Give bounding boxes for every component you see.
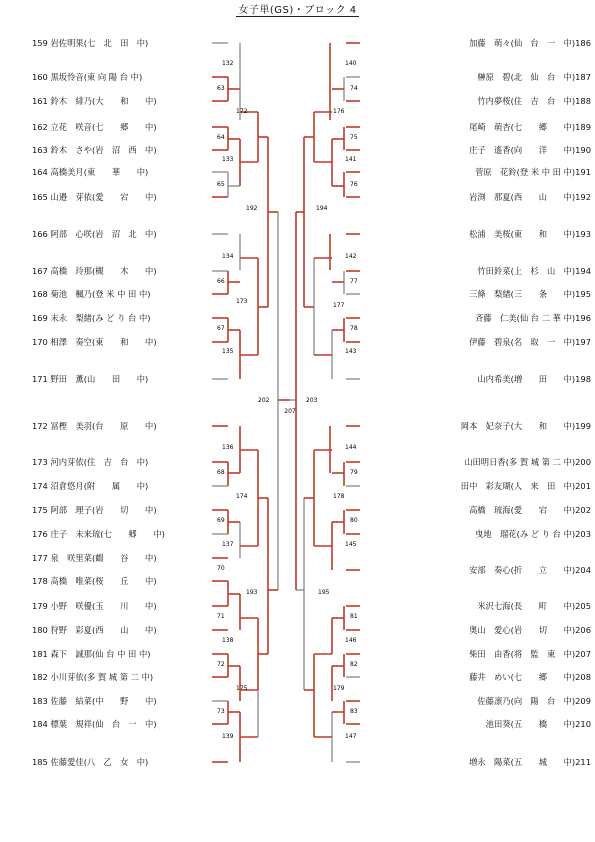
player-name: 安部 奏心 xyxy=(469,565,511,575)
left-player-row: 178 高橋 唯菜(桜 丘 中) xyxy=(32,576,157,586)
player-number: 196 xyxy=(575,313,591,323)
player-school: 八 乙 女 中 xyxy=(86,757,146,767)
player-school: 東 華 中 xyxy=(86,167,146,177)
match-number: 195 xyxy=(318,589,330,596)
player-name: 山邉 芽依 xyxy=(50,192,92,202)
player-number: 201 xyxy=(575,481,591,491)
player-name: 伊藤 碧泉 xyxy=(469,337,511,347)
left-player-row: 165 山邉 芽依(愛 宕 中) xyxy=(32,192,157,202)
player-name: 斉藤 仁美 xyxy=(475,313,517,323)
match-number: 136 xyxy=(222,444,234,451)
player-name: 竹田鈴菜 xyxy=(477,266,511,276)
left-player-row: 166 阿部 心咲(岩 沼 北 中) xyxy=(32,229,157,239)
player-number: 167 xyxy=(32,266,48,276)
player-name: 立花 咲音 xyxy=(50,122,92,132)
match-number: 68 xyxy=(217,469,225,476)
player-number: 185 xyxy=(32,757,48,767)
player-name: 山内希美 xyxy=(477,374,511,384)
player-school: 住 吉 台 中 xyxy=(86,457,146,467)
match-number: 137 xyxy=(222,541,234,548)
left-player-row: 184 標葉 規祥(仙 台 一 中) xyxy=(32,719,157,729)
player-name: 菅原 花鈴 xyxy=(475,167,517,177)
player-name: 三條 梨緒 xyxy=(469,289,511,299)
player-number: 197 xyxy=(575,337,591,347)
match-number: 138 xyxy=(222,637,234,644)
player-school: 名 取 一 中 xyxy=(513,337,572,347)
player-school: 愛 宕 中 xyxy=(513,505,572,515)
right-player-row: 安部 奏心(折 立 中)204 xyxy=(469,565,591,575)
player-number: 192 xyxy=(575,192,591,202)
player-name: 高橋美月 xyxy=(50,167,84,177)
player-school: 山 田 中 xyxy=(86,374,146,384)
player-number: 190 xyxy=(575,145,591,155)
match-number: 132 xyxy=(222,60,234,67)
match-number: 173 xyxy=(236,298,248,305)
match-number: 140 xyxy=(345,60,357,67)
player-number: 161 xyxy=(32,96,48,106)
player-school: 仙 台 二 華 中 xyxy=(519,313,572,323)
player-name: 尾崎 萌杏 xyxy=(469,122,511,132)
player-number: 202 xyxy=(575,505,591,515)
player-school: 附 属 中 xyxy=(86,481,146,491)
player-name: 河内芽依 xyxy=(50,457,84,467)
player-number: 164 xyxy=(32,167,48,177)
left-player-row: 172 冨樫 美羽(台 原 中) xyxy=(32,421,157,431)
player-name: 標葉 規祥 xyxy=(50,719,92,729)
right-player-row: 田中 彩友瑚(人 来 田 中)201 xyxy=(460,481,591,491)
right-player-row: 庄子 遙香(向 洋 中)190 xyxy=(469,145,591,155)
right-player-row: 竹内夢桜(住 吉 台 中)188 xyxy=(477,96,591,106)
player-school: 岩 切 中 xyxy=(95,505,154,515)
player-number: 206 xyxy=(575,625,591,635)
left-player-row: 167 高橋 玲那(槻 木 中) xyxy=(32,266,157,276)
player-number: 162 xyxy=(32,122,48,132)
player-school: 七 郷 中 xyxy=(103,529,162,539)
player-school: 三 条 中 xyxy=(513,289,572,299)
right-player-row: 奥山 愛心(岩 切 中)206 xyxy=(469,625,591,635)
player-name: 藤井 めい xyxy=(469,672,511,682)
player-number: 191 xyxy=(575,167,591,177)
player-number: 169 xyxy=(32,313,48,323)
player-school: 岩 切 中 xyxy=(513,625,572,635)
right-player-row: 加藤 萌々(仙 台 一 中)186 xyxy=(469,38,591,48)
right-player-row: 佐藤凛乃(向 陽 台 中)209 xyxy=(477,696,591,706)
player-number: 198 xyxy=(575,374,591,384)
match-number: 83 xyxy=(350,708,358,715)
match-number: 133 xyxy=(222,156,234,163)
player-name: 沼倉悠月 xyxy=(50,481,84,491)
player-number: 174 xyxy=(32,481,48,491)
match-number: 82 xyxy=(350,661,358,668)
left-player-row: 173 河内芽依(住 吉 台 中) xyxy=(32,457,149,467)
match-number: 193 xyxy=(246,589,258,596)
left-player-row: 159 岩佐明果(七 北 田 中) xyxy=(32,38,149,48)
match-number: 78 xyxy=(350,325,358,332)
player-number: 171 xyxy=(32,374,48,384)
player-name: 鈴木 さや xyxy=(50,145,92,155)
left-player-row: 174 沼倉悠月(附 属 中) xyxy=(32,481,149,491)
player-name: 森下 誠那 xyxy=(50,649,92,659)
left-player-row: 182 小川芽依(多 賀 城 第 二 中) xyxy=(32,672,154,682)
player-school: 岩 沼 北 中 xyxy=(95,229,154,239)
match-number: 172 xyxy=(236,108,248,115)
player-school: み ど り 台 中 xyxy=(95,313,148,323)
player-school: 槻 木 中 xyxy=(95,266,154,276)
match-number: 135 xyxy=(222,348,234,355)
player-number: 186 xyxy=(575,38,591,48)
player-school: 人 来 田 中 xyxy=(513,481,572,491)
match-number: 77 xyxy=(350,278,358,285)
player-school: 七 郷 中 xyxy=(513,672,572,682)
match-number: 203 xyxy=(306,397,318,404)
left-player-row: 181 森下 誠那(仙 台 中 田 中) xyxy=(32,649,151,659)
player-school: 長 町 中 xyxy=(513,601,572,611)
left-player-row: 183 佐藤 結菜(中 野 中) xyxy=(32,696,157,706)
player-name: 高橋 玲那 xyxy=(50,266,92,276)
player-school: 岩 沼 西 中 xyxy=(95,145,154,155)
player-school: 向 陽 台 中 xyxy=(513,696,572,706)
left-player-row: 175 阿部 理子(岩 切 中) xyxy=(32,505,157,515)
player-name: 米沢七海 xyxy=(477,601,511,611)
player-name: 阿部 理子 xyxy=(50,505,92,515)
player-name: 岩佐明果 xyxy=(50,38,84,48)
player-school: 鶴 谷 中 xyxy=(95,553,154,563)
player-number: 168 xyxy=(32,289,48,299)
player-school: 五 城 中 xyxy=(513,757,572,767)
player-school: 登 米 中 田 中 xyxy=(95,289,148,299)
player-school: 多 賀 城 第 二 中 xyxy=(508,457,572,467)
player-number: 178 xyxy=(32,576,48,586)
right-player-row: 藤井 めい(七 郷 中)208 xyxy=(469,672,591,682)
player-school: 大 和 中 xyxy=(513,421,572,431)
player-school: 仙 台 一 中 xyxy=(95,719,154,729)
player-name: 佐藤 結菜 xyxy=(50,696,92,706)
player-school: 住 吉 台 中 xyxy=(513,96,572,106)
player-school: 向 洋 中 xyxy=(513,145,572,155)
match-number: 75 xyxy=(350,134,358,141)
match-number: 71 xyxy=(217,613,225,620)
player-number: 199 xyxy=(575,421,591,431)
player-name: 高橋 琉海 xyxy=(469,505,511,515)
player-name: 小川芽依 xyxy=(50,672,84,682)
right-player-row: 米沢七海(長 町 中)205 xyxy=(477,601,591,611)
right-player-row: 山内希美(増 田 中)198 xyxy=(477,374,591,384)
player-number: 182 xyxy=(32,672,48,682)
match-number: 146 xyxy=(345,637,357,644)
match-number: 66 xyxy=(217,278,225,285)
player-school: 上 杉 山 中 xyxy=(513,266,572,276)
match-number: 207 xyxy=(284,408,296,415)
left-player-row: 164 高橋美月(東 華 中) xyxy=(32,167,149,177)
left-player-row: 179 小野 咲優(玉 川 中) xyxy=(32,601,157,611)
player-name: 阿部 心咲 xyxy=(50,229,92,239)
player-school: 台 原 中 xyxy=(95,421,154,431)
player-number: 175 xyxy=(32,505,48,515)
right-player-row: 三條 梨緒(三 条 中)195 xyxy=(469,289,591,299)
player-school: 将 監 東 中 xyxy=(513,649,572,659)
player-name: 庄子 遙香 xyxy=(469,145,511,155)
player-name: 榊原 碧 xyxy=(477,72,511,82)
player-name: 加藤 萌々 xyxy=(469,38,511,48)
player-name: 田中 彩友瑚 xyxy=(460,481,511,491)
match-number: 69 xyxy=(217,517,225,524)
match-number: 143 xyxy=(345,348,357,355)
right-player-row: 高橋 琉海(愛 宕 中)202 xyxy=(469,505,591,515)
player-name: 狩野 彩夏 xyxy=(50,625,92,635)
match-number: 80 xyxy=(350,517,358,524)
right-player-row: 山田明日香(多 賀 城 第 二 中)200 xyxy=(464,457,591,467)
player-number: 183 xyxy=(32,696,48,706)
right-player-row: 曳地 瑠花(み ど り 台 中)203 xyxy=(475,529,591,539)
match-number: 174 xyxy=(236,493,248,500)
player-school: 北 仙 台 中 xyxy=(513,72,572,82)
player-name: 野田 薫 xyxy=(50,374,84,384)
player-number: 176 xyxy=(32,529,48,539)
player-name: 曳地 瑠花 xyxy=(475,529,517,539)
left-player-row: 169 末永 梨緒(み ど り 台 中) xyxy=(32,313,151,323)
player-number: 166 xyxy=(32,229,48,239)
player-school: 東 和 中 xyxy=(95,337,154,347)
player-name: 菊池 楓乃 xyxy=(50,289,92,299)
match-number: 134 xyxy=(222,253,234,260)
player-name: 冨樫 美羽 xyxy=(50,421,92,431)
player-name: 鈴木 緋乃 xyxy=(50,96,92,106)
player-school: 西 山 中 xyxy=(513,192,572,202)
page-title: 女子単(GS)・ブロック 4 xyxy=(238,5,357,16)
player-number: 188 xyxy=(575,96,591,106)
player-name: 庄子 未来琉 xyxy=(50,529,101,539)
right-player-row: 岡本 妃奈子(大 和 中)199 xyxy=(460,421,591,431)
match-number: 72 xyxy=(217,661,225,668)
match-number: 79 xyxy=(350,469,358,476)
player-school: 大 和 中 xyxy=(95,96,154,106)
match-number: 176 xyxy=(333,108,345,115)
left-player-row: 177 泉 咲里菜(鶴 谷 中) xyxy=(32,553,157,563)
match-number: 63 xyxy=(217,85,225,92)
player-name: 山田明日香 xyxy=(464,457,506,467)
player-school: 東 和 中 xyxy=(513,229,572,239)
match-number: 139 xyxy=(222,733,234,740)
match-number: 145 xyxy=(345,541,357,548)
player-name: 佐藤愛佳 xyxy=(50,757,84,767)
player-name: 奥山 愛心 xyxy=(469,625,511,635)
match-number: 65 xyxy=(217,181,225,188)
player-school: 七 郷 中 xyxy=(513,122,572,132)
right-player-row: 池田葵(五 橋 中)210 xyxy=(485,719,591,729)
match-number: 194 xyxy=(316,205,328,212)
player-number: 173 xyxy=(32,457,48,467)
left-player-row: 160 黒坂怜音(東 向 陽 台 中) xyxy=(32,72,143,82)
player-school: 登 米 中 田 中 xyxy=(519,167,572,177)
right-player-row: 斉藤 仁美(仙 台 二 華 中)196 xyxy=(475,313,591,323)
match-number: 202 xyxy=(258,397,270,404)
right-player-row: 松浦 美桜(東 和 中)193 xyxy=(469,229,591,239)
player-school: 愛 宕 中 xyxy=(95,192,154,202)
player-number: 207 xyxy=(575,649,591,659)
match-number: 192 xyxy=(246,205,258,212)
player-school: 西 山 中 xyxy=(95,625,154,635)
right-player-row: 尾崎 萌杏(七 郷 中)189 xyxy=(469,122,591,132)
player-number: 181 xyxy=(32,649,48,659)
player-school: 中 野 中 xyxy=(95,696,154,706)
player-name: 泉 咲里菜 xyxy=(50,553,92,563)
left-player-row: 176 庄子 未来琉(七 郷 中) xyxy=(32,529,165,539)
player-number: 177 xyxy=(32,553,48,563)
player-school: 七 郷 中 xyxy=(95,122,154,132)
right-player-row: 増永 陽菜(五 城 中)211 xyxy=(469,757,591,767)
player-number: 204 xyxy=(575,565,591,575)
player-school: 玉 川 中 xyxy=(95,601,154,611)
left-player-row: 170 相澤 奏空(東 和 中) xyxy=(32,337,157,347)
player-number: 165 xyxy=(32,192,48,202)
player-number: 205 xyxy=(575,601,591,611)
match-number: 141 xyxy=(345,156,357,163)
player-number: 200 xyxy=(575,457,591,467)
player-school: 五 橋 中 xyxy=(513,719,572,729)
player-number: 208 xyxy=(575,672,591,682)
player-number: 163 xyxy=(32,145,48,155)
player-name: 竹内夢桜 xyxy=(477,96,511,106)
player-school: 多 賀 城 第 二 中 xyxy=(86,672,150,682)
player-school: 増 田 中 xyxy=(513,374,572,384)
player-number: 180 xyxy=(32,625,48,635)
match-number: 67 xyxy=(217,325,225,332)
player-name: 岡本 妃奈子 xyxy=(460,421,511,431)
right-player-row: 榊原 碧(北 仙 台 中)187 xyxy=(477,72,591,82)
player-number: 184 xyxy=(32,719,48,729)
player-school: 仙 台 一 中 xyxy=(513,38,572,48)
match-number: 179 xyxy=(333,685,345,692)
match-number: 73 xyxy=(217,708,225,715)
right-player-row: 伊藤 碧泉(名 取 一 中)197 xyxy=(469,337,591,347)
player-number: 195 xyxy=(575,289,591,299)
player-number: 159 xyxy=(32,38,48,48)
player-name: 岩渕 那夏 xyxy=(469,192,511,202)
left-player-row: 180 狩野 彩夏(西 山 中) xyxy=(32,625,157,635)
left-player-row: 168 菊池 楓乃(登 米 中 田 中) xyxy=(32,289,151,299)
player-name: 高橋 唯菜 xyxy=(50,576,92,586)
player-number: 170 xyxy=(32,337,48,347)
player-name: 池田葵 xyxy=(485,719,511,729)
match-number: 74 xyxy=(350,85,358,92)
player-school: 東 向 陽 台 中 xyxy=(86,72,139,82)
player-name: 松浦 美桜 xyxy=(469,229,511,239)
match-number: 64 xyxy=(217,134,225,141)
player-school: 桜 丘 中 xyxy=(95,576,154,586)
player-number: 189 xyxy=(575,122,591,132)
match-number: 178 xyxy=(333,493,345,500)
right-player-row: 竹田鈴菜(上 杉 山 中)194 xyxy=(477,266,591,276)
left-player-row: 162 立花 咲音(七 郷 中) xyxy=(32,122,157,132)
left-player-row: 171 野田 薫(山 田 中) xyxy=(32,374,149,384)
player-school: 折 立 中 xyxy=(513,565,572,575)
player-number: 211 xyxy=(575,757,591,767)
player-number: 193 xyxy=(575,229,591,239)
player-name: 黒坂怜音 xyxy=(50,72,84,82)
match-number: 144 xyxy=(345,444,357,451)
player-name: 増永 陽菜 xyxy=(469,757,511,767)
player-name: 佐藤凛乃 xyxy=(477,696,511,706)
left-player-row: 161 鈴木 緋乃(大 和 中) xyxy=(32,96,157,106)
player-number: 160 xyxy=(32,72,48,82)
match-number: 147 xyxy=(345,733,357,740)
left-player-row: 163 鈴木 さや(岩 沼 西 中) xyxy=(32,145,157,155)
player-number: 203 xyxy=(575,529,591,539)
player-name: 小野 咲優 xyxy=(50,601,92,611)
match-number: 177 xyxy=(333,302,345,309)
player-number: 209 xyxy=(575,696,591,706)
left-player-row: 185 佐藤愛佳(八 乙 女 中) xyxy=(32,757,149,767)
player-school: 仙 台 中 田 中 xyxy=(95,649,148,659)
right-player-row: 柴田 由香(将 監 東 中)207 xyxy=(469,649,591,659)
player-number: 172 xyxy=(32,421,48,431)
player-name: 相澤 奏空 xyxy=(50,337,92,347)
player-number: 210 xyxy=(575,719,591,729)
right-player-row: 菅原 花鈴(登 米 中 田 中)191 xyxy=(475,167,591,177)
match-number: 175 xyxy=(236,685,248,692)
match-number: 76 xyxy=(350,181,358,188)
player-school: 七 北 田 中 xyxy=(86,38,146,48)
match-number: 70 xyxy=(217,565,225,572)
match-number: 81 xyxy=(350,613,358,620)
player-name: 末永 梨緒 xyxy=(50,313,92,323)
player-number: 187 xyxy=(575,72,591,82)
right-player-row: 岩渕 那夏(西 山 中)192 xyxy=(469,192,591,202)
player-number: 179 xyxy=(32,601,48,611)
player-school: み ど り 台 中 xyxy=(519,529,572,539)
match-number: 142 xyxy=(345,253,357,260)
player-name: 柴田 由香 xyxy=(469,649,511,659)
player-number: 194 xyxy=(575,266,591,276)
